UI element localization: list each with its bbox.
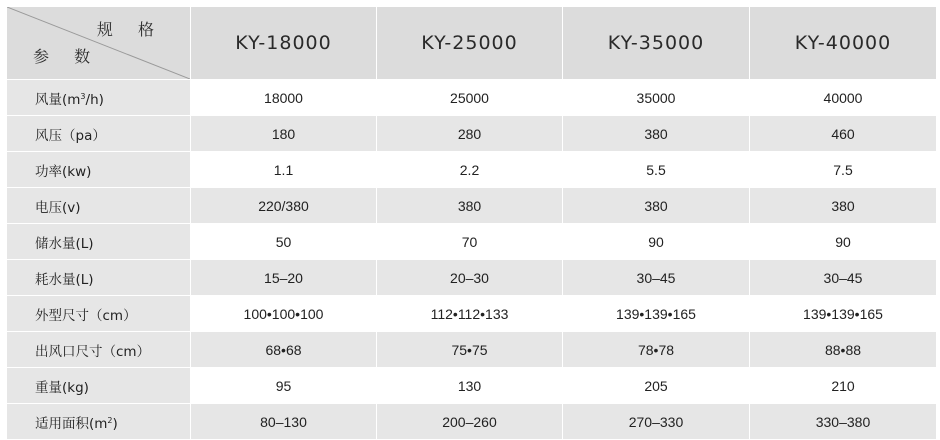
model-header: KY-18000 (191, 7, 377, 80)
param-label-suffix: ) (112, 415, 118, 432)
corner-spec-label: 规 格 (96, 20, 164, 39)
table-row (7, 80, 937, 116)
table-row (7, 404, 937, 440)
value-cell: 139•139•165 (750, 296, 937, 332)
corner-param-label: 参 数 (33, 47, 101, 66)
param-label (7, 80, 191, 116)
value-cell: 280 (377, 116, 563, 152)
value-cell: 50 (191, 224, 377, 260)
param-label (7, 188, 191, 224)
value-cell: 270–330 (563, 404, 750, 440)
value-cell: 78•78 (563, 332, 750, 368)
corner-cell (7, 7, 191, 80)
param-label-text: 储水量(L) (35, 235, 94, 252)
table-row (7, 152, 937, 188)
param-label (7, 116, 191, 152)
value-cell: 5.5 (563, 152, 750, 188)
value-cell: 180 (191, 116, 377, 152)
param-label-text: 适用面积(m (35, 415, 108, 432)
value-cell: 88•88 (750, 332, 937, 368)
table-body (7, 80, 937, 440)
param-label-text: 重量(kg) (35, 379, 89, 396)
table-row (7, 332, 937, 368)
model-header: KY-25000 (377, 7, 563, 80)
value-cell: 35000 (563, 80, 750, 116)
value-cell: 2.2 (377, 152, 563, 188)
value-cell: 380 (563, 188, 750, 224)
param-label (7, 260, 191, 296)
param-label (7, 152, 191, 188)
param-label (7, 296, 191, 332)
value-cell: 90 (750, 224, 937, 260)
value-cell: 30–45 (563, 260, 750, 296)
value-cell: 80–130 (191, 404, 377, 440)
table-row (7, 368, 937, 404)
value-cell: 330–380 (750, 404, 937, 440)
value-cell: 1.1 (191, 152, 377, 188)
value-cell: 200–260 (377, 404, 563, 440)
table-row (7, 116, 937, 152)
value-cell: 18000 (191, 80, 377, 116)
value-cell: 139•139•165 (563, 296, 750, 332)
model-header: KY-40000 (750, 7, 937, 80)
value-cell: 30–45 (750, 260, 937, 296)
value-cell: 40000 (750, 80, 937, 116)
table-row (7, 260, 937, 296)
unit-superscript: 2 (107, 415, 113, 425)
param-label (7, 224, 191, 260)
value-cell: 112•112•133 (377, 296, 563, 332)
value-cell: 130 (377, 368, 563, 404)
value-cell: 20–30 (377, 260, 563, 296)
spec-table (6, 6, 937, 440)
value-cell: 68•68 (191, 332, 377, 368)
unit-superscript: 3 (80, 91, 86, 101)
value-cell: 25000 (377, 80, 563, 116)
value-cell: 380 (377, 188, 563, 224)
value-cell: 75•75 (377, 332, 563, 368)
value-cell: 15–20 (191, 260, 377, 296)
param-label (7, 368, 191, 404)
value-cell: 205 (563, 368, 750, 404)
param-label-text: 外型尺寸（cm） (35, 307, 137, 324)
model-header: KY-35000 (563, 7, 750, 80)
param-label-text: 出风口尺寸（cm） (35, 343, 151, 360)
param-label-text: 风压（pa） (35, 127, 106, 144)
table-row (7, 188, 937, 224)
table-row (7, 224, 937, 260)
value-cell: 380 (750, 188, 937, 224)
value-cell: 90 (563, 224, 750, 260)
value-cell: 95 (191, 368, 377, 404)
param-label (7, 332, 191, 368)
param-label-text: 电压(v) (35, 199, 81, 216)
value-cell: 380 (563, 116, 750, 152)
value-cell: 7.5 (750, 152, 937, 188)
value-cell: 460 (750, 116, 937, 152)
value-cell: 70 (377, 224, 563, 260)
table-row (7, 296, 937, 332)
param-label-text: 风量(m (35, 91, 81, 108)
value-cell: 220/380 (191, 188, 377, 224)
value-cell: 210 (750, 368, 937, 404)
param-label (7, 404, 191, 440)
header-row (7, 7, 937, 80)
param-label-text: 功率(kw) (35, 163, 92, 180)
param-label-suffix: /h) (85, 91, 104, 108)
param-label-text: 耗水量(L) (35, 271, 94, 288)
value-cell: 100•100•100 (191, 296, 377, 332)
